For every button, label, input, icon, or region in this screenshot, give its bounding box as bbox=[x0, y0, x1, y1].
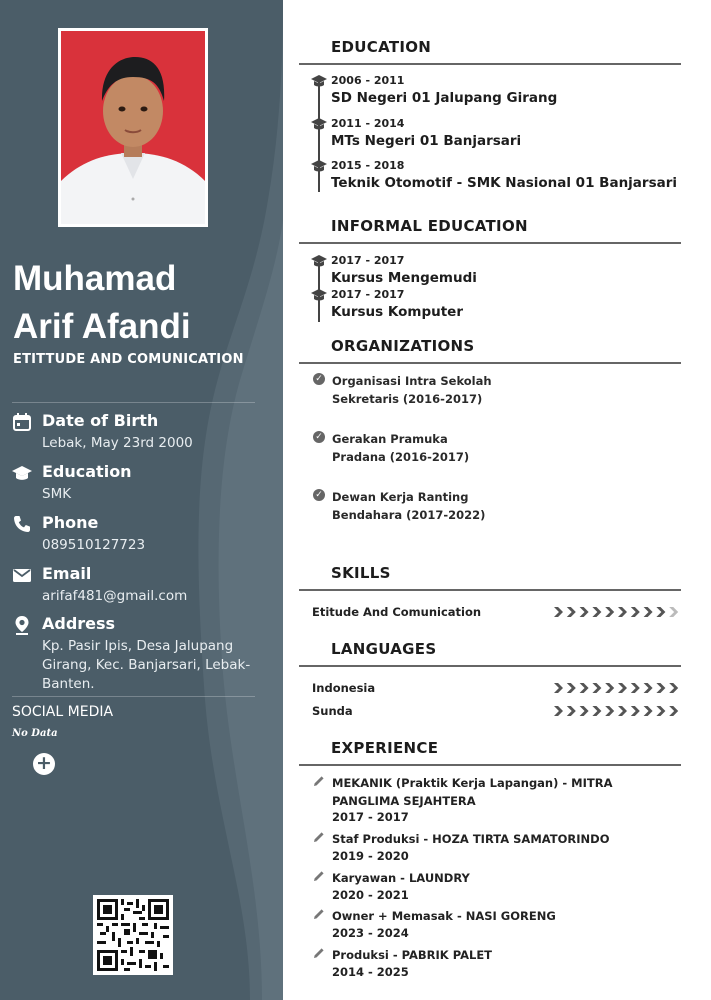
level-arrow bbox=[567, 683, 576, 693]
level-arrow bbox=[669, 683, 678, 693]
graduation-cap-icon bbox=[311, 288, 327, 302]
education-school: MTs Negeri 01 Banjarsari bbox=[331, 133, 522, 149]
qr-code bbox=[93, 895, 173, 975]
level-arrow bbox=[567, 607, 576, 617]
organization-name: Gerakan Pramuka bbox=[332, 432, 448, 446]
person-name bbox=[13, 255, 273, 351]
contact-label: Education bbox=[42, 462, 132, 481]
level-arrow bbox=[644, 683, 653, 693]
experience-role: Staf Produksi - HOZA TIRTA SAMATORINDO bbox=[332, 832, 610, 846]
level-arrow bbox=[554, 683, 563, 693]
organization-role: Pradana (2016-2017) bbox=[332, 450, 470, 464]
level-arrow bbox=[592, 683, 601, 693]
contact-label: Date of Birth bbox=[42, 411, 159, 430]
level-arrow bbox=[656, 706, 665, 716]
person-last-name: Arif Afandi bbox=[13, 307, 191, 346]
skills-title: SKILLS bbox=[331, 564, 391, 582]
organization-name: Organisasi Intra Sekolah bbox=[332, 374, 492, 388]
sidebar-divider bbox=[12, 402, 255, 403]
education-years: 2006 - 2011 bbox=[331, 74, 405, 87]
level-arrow bbox=[580, 706, 589, 716]
add-social-media-button[interactable]: + bbox=[33, 753, 55, 775]
qr-code-icon bbox=[97, 899, 169, 971]
section-rule bbox=[299, 665, 681, 667]
language-level-arrows bbox=[554, 683, 682, 693]
sidebar bbox=[0, 0, 283, 1000]
envelope-icon bbox=[12, 565, 32, 585]
level-arrow bbox=[580, 607, 589, 617]
education-years: 2015 - 2018 bbox=[331, 159, 405, 172]
level-arrow bbox=[554, 607, 563, 617]
informal-education-course: Kursus Komputer bbox=[331, 304, 463, 320]
level-arrow bbox=[592, 706, 601, 716]
level-arrow bbox=[644, 706, 653, 716]
pencil-icon bbox=[313, 775, 325, 787]
experience-period: 2017 - 2017 bbox=[332, 810, 409, 824]
language-row bbox=[312, 681, 682, 697]
graduation-cap-icon bbox=[311, 159, 327, 173]
check-circle-icon: ✓ bbox=[313, 489, 325, 501]
section-rule bbox=[299, 362, 681, 364]
level-arrow bbox=[669, 706, 678, 716]
person-portrait-icon bbox=[61, 31, 205, 224]
level-arrow bbox=[618, 706, 627, 716]
profile-photo bbox=[58, 28, 208, 227]
contact-label: Address bbox=[42, 614, 116, 633]
section-rule bbox=[299, 63, 681, 65]
skill-row bbox=[312, 605, 682, 621]
level-arrow bbox=[618, 607, 627, 617]
organizations-title: ORGANIZATIONS bbox=[331, 337, 475, 355]
education-timeline-line bbox=[318, 80, 320, 192]
graduation-cap-icon bbox=[311, 254, 327, 268]
language-name: Indonesia bbox=[312, 681, 376, 695]
experience-title: EXPERIENCE bbox=[331, 739, 439, 757]
graduation-cap-icon bbox=[311, 74, 327, 88]
languages-title: LANGUAGES bbox=[331, 640, 437, 658]
level-arrow bbox=[669, 607, 678, 617]
section-rule bbox=[299, 589, 681, 591]
level-arrow bbox=[592, 607, 601, 617]
pencil-icon bbox=[313, 870, 325, 882]
phone-icon bbox=[12, 514, 32, 534]
education-years: 2011 - 2014 bbox=[331, 117, 405, 130]
contact-value: arifaf481@gmail.com bbox=[42, 588, 188, 604]
education-school: Teknik Otomotif - SMK Nasional 01 Banjarsari bbox=[331, 175, 678, 191]
language-row bbox=[312, 704, 682, 720]
level-arrow bbox=[656, 683, 665, 693]
social-media-empty-text: No Data bbox=[12, 728, 58, 739]
level-arrow bbox=[631, 706, 640, 716]
location-pin-icon bbox=[12, 615, 32, 635]
level-arrow bbox=[605, 706, 614, 716]
organization-role: Sekretaris (2016-2017) bbox=[332, 392, 483, 406]
contact-value: SMK bbox=[42, 486, 72, 502]
section-rule bbox=[299, 764, 681, 766]
experience-role: Owner + Memasak - NASI GORENG bbox=[332, 909, 556, 923]
experience-period: 2014 - 2025 bbox=[332, 965, 409, 979]
experience-period: 2023 - 2024 bbox=[332, 926, 409, 940]
main-content bbox=[283, 0, 711, 1000]
level-arrow bbox=[644, 607, 653, 617]
section-rule bbox=[299, 242, 681, 244]
level-arrow bbox=[618, 683, 627, 693]
level-arrow bbox=[580, 683, 589, 693]
experience-role: Produksi - PABRIK PALET bbox=[332, 948, 493, 962]
informal-education-years: 2017 - 2017 bbox=[331, 254, 405, 267]
person-first-name: Muhamad bbox=[13, 259, 177, 298]
language-name: Sunda bbox=[312, 704, 353, 718]
contact-value: Kp. Pasir Ipis, Desa Jalupang Girang, Kec. Banjarsari, Lebak-Banten. bbox=[42, 638, 251, 692]
check-circle-icon: ✓ bbox=[313, 373, 325, 385]
person-tagline: ETITTUDE AND COMUNICATION bbox=[13, 352, 244, 367]
organization-name: Dewan Kerja Ranting bbox=[332, 490, 469, 504]
contact-value: Lebak, May 23rd 2000 bbox=[42, 435, 193, 451]
contact-value: 089510127723 bbox=[42, 537, 146, 553]
social-media-title: SOCIAL MEDIA bbox=[12, 704, 114, 720]
calendar-icon bbox=[12, 412, 32, 432]
skill-level-arrows bbox=[554, 607, 682, 617]
experience-role: MEKANIK (Praktik Kerja Lapangan) - MITRA PANGLIMA SEJAHTERA bbox=[332, 776, 613, 808]
level-arrow bbox=[631, 683, 640, 693]
level-arrow bbox=[605, 607, 614, 617]
skill-name: Etitude And Comunication bbox=[312, 605, 482, 619]
level-arrow bbox=[567, 706, 576, 716]
sidebar-divider bbox=[12, 696, 255, 697]
language-level-arrows bbox=[554, 706, 682, 716]
level-arrow bbox=[554, 706, 563, 716]
graduation-cap-icon bbox=[12, 463, 32, 483]
check-circle-icon: ✓ bbox=[313, 431, 325, 443]
experience-period: 2019 - 2020 bbox=[332, 849, 409, 863]
informal-education-course: Kursus Mengemudi bbox=[331, 270, 477, 286]
education-title: EDUCATION bbox=[331, 38, 432, 56]
level-arrow bbox=[656, 607, 665, 617]
informal-education-years: 2017 - 2017 bbox=[331, 288, 405, 301]
graduation-cap-icon bbox=[311, 117, 327, 131]
pencil-icon bbox=[313, 947, 325, 959]
organization-role: Bendahara (2017-2022) bbox=[332, 508, 486, 522]
pencil-icon bbox=[313, 831, 325, 843]
informal-education-title: INFORMAL EDUCATION bbox=[331, 217, 528, 235]
experience-period: 2020 - 2021 bbox=[332, 888, 409, 902]
level-arrow bbox=[631, 607, 640, 617]
experience-role: Karyawan - LAUNDRY bbox=[332, 871, 470, 885]
level-arrow bbox=[605, 683, 614, 693]
contact-label: Phone bbox=[42, 513, 99, 532]
contact-label: Email bbox=[42, 564, 92, 583]
pencil-icon bbox=[313, 908, 325, 920]
education-school: SD Negeri 01 Jalupang Girang bbox=[331, 90, 558, 106]
